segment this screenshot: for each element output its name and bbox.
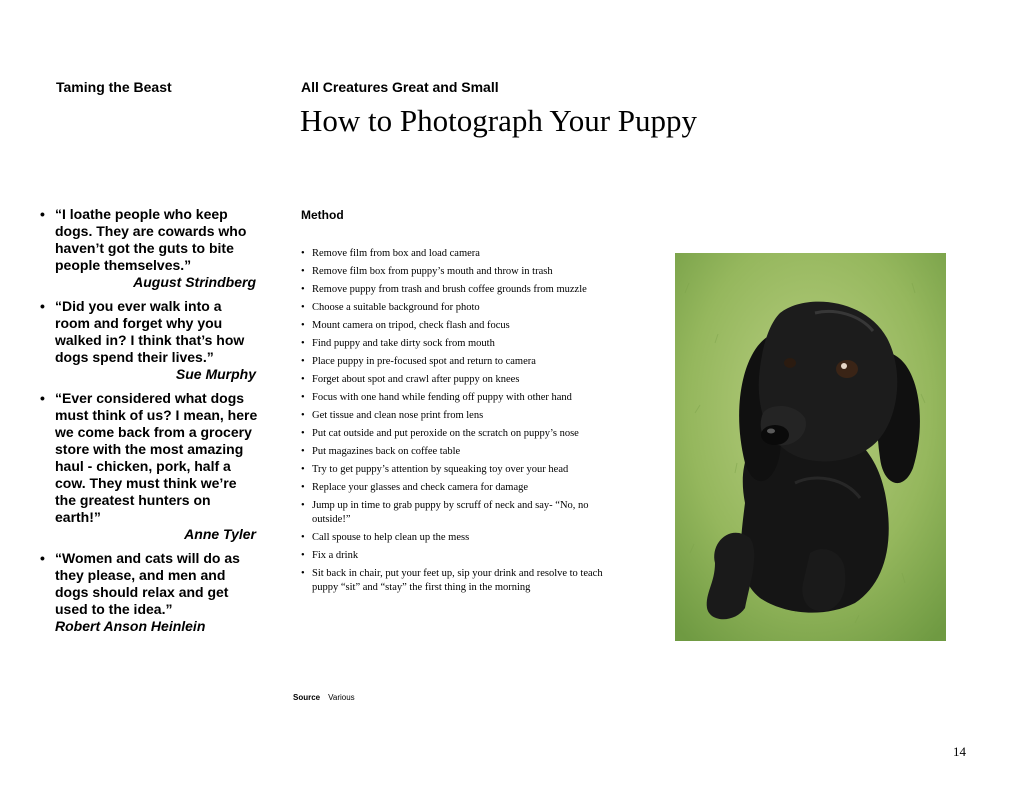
bullet: • — [301, 428, 305, 439]
method-step-text: Choose a suitable background for photo — [312, 302, 480, 313]
method-step — [300, 319, 608, 333]
bullet: • — [301, 374, 305, 385]
method-step — [300, 409, 608, 423]
bullet: • — [40, 206, 45, 222]
method-step — [300, 391, 608, 405]
method-heading: Method — [301, 208, 344, 222]
method-step — [300, 283, 608, 297]
method-step-text: Call spouse to help clean up the mess — [312, 532, 470, 543]
bullet: • — [301, 410, 305, 421]
bullet: • — [301, 248, 305, 259]
method-step-text: Mount camera on tripod, check flash and focus — [312, 320, 510, 331]
method-step-text: Try to get puppy’s attention by squeaking toy over your head — [312, 464, 569, 475]
method-step-text: Remove film from box and load camera — [312, 248, 480, 259]
method-step — [300, 463, 608, 477]
puppy-photo — [675, 253, 946, 641]
quote-item — [38, 550, 260, 635]
quote-item — [38, 298, 260, 383]
method-step-text: Find puppy and take dirty sock from mouth — [312, 338, 495, 349]
method-step-text: Remove puppy from trash and brush coffee grounds from muzzle — [312, 284, 587, 295]
bullet: • — [301, 464, 305, 475]
quotes-list — [38, 206, 260, 642]
quote-text: “I loathe people who keep dogs. They are cowards who haven’t got the guts to bite people themselves.” — [55, 206, 247, 273]
left-section-title: Taming the Beast — [56, 79, 172, 95]
quote-text: “Women and cats will do as they please, and men and dogs should relax and get used to the idea.” — [55, 550, 240, 617]
method-step — [300, 337, 608, 351]
method-step — [300, 301, 608, 315]
method-step — [300, 355, 608, 369]
bullet: • — [301, 500, 305, 511]
method-step-text: Place puppy in pre-focused spot and return to camera — [312, 356, 536, 367]
quote-item — [38, 206, 260, 291]
source-value: Various — [328, 693, 355, 702]
right-section-label: All Creatures Great and Small — [301, 79, 499, 95]
bullet: • — [40, 550, 45, 566]
method-step-text: Put cat outside and put peroxide on the scratch on puppy’s nose — [312, 428, 579, 439]
method-step — [300, 373, 608, 387]
method-step-text: Jump up in time to grab puppy by scruff of neck and say- “No, no outside!” — [312, 500, 589, 525]
method-step-text: Replace your glasses and check camera for damage — [312, 482, 529, 493]
bullet: • — [301, 568, 305, 579]
method-step-text: Focus with one hand while fending off puppy with other hand — [312, 392, 572, 403]
bullet: • — [301, 284, 305, 295]
bullet: • — [40, 390, 45, 406]
source-label: Source — [293, 693, 321, 702]
bullet: • — [301, 338, 305, 349]
method-step — [300, 265, 608, 279]
method-step-text: Remove film box from puppy’s mouth and throw in trash — [312, 266, 553, 277]
method-step-text: Sit back in chair, put your feet up, sip your drink and resolve to teach puppy “sit” and “stay” the first thing in the morning — [312, 568, 603, 593]
quote-item — [38, 390, 260, 543]
method-step — [300, 499, 608, 527]
quote-author: August Strindberg — [133, 274, 256, 290]
bullet: • — [301, 302, 305, 313]
bullet: • — [301, 532, 305, 543]
method-step — [300, 247, 608, 261]
bullet: • — [301, 356, 305, 367]
bullet: • — [301, 320, 305, 331]
bullet: • — [301, 550, 305, 561]
method-step-text: Forget about spot and crawl after puppy on knees — [312, 374, 520, 385]
method-steps-list — [300, 247, 608, 599]
source-line — [293, 693, 355, 702]
bullet: • — [301, 446, 305, 457]
method-step — [300, 531, 608, 545]
page-number: 14 — [953, 744, 966, 759]
method-step — [300, 445, 608, 459]
quote-text: “Ever considered what dogs must think of us? I mean, here we come back from a grocery store with the most amazing haul - chicken, pork, half a cow. They must think we’re the greatest hunters on earth!” — [55, 390, 258, 525]
quote-text: “Did you ever walk into a room and forget why you walked in? I think that’s how dogs spend their lives.” — [55, 298, 245, 365]
method-step — [300, 567, 608, 595]
puppy-illustration — [675, 253, 946, 641]
bullet: • — [301, 482, 305, 493]
quote-author: Anne Tyler — [184, 526, 256, 542]
method-step — [300, 427, 608, 441]
method-step-text: Put magazines back on coffee table — [312, 446, 461, 457]
bullet: • — [301, 392, 305, 403]
quote-author: Sue Murphy — [175, 366, 256, 382]
method-step — [300, 549, 608, 563]
quote-author: Robert Anson Heinlein — [55, 618, 206, 634]
bullet: • — [40, 298, 45, 314]
method-step-text: Fix a drink — [312, 550, 359, 561]
bullet: • — [301, 266, 305, 277]
method-step — [300, 481, 608, 495]
method-step-text: Get tissue and clean nose print from lens — [312, 410, 484, 421]
page-title: How to Photograph Your Puppy — [300, 103, 698, 138]
